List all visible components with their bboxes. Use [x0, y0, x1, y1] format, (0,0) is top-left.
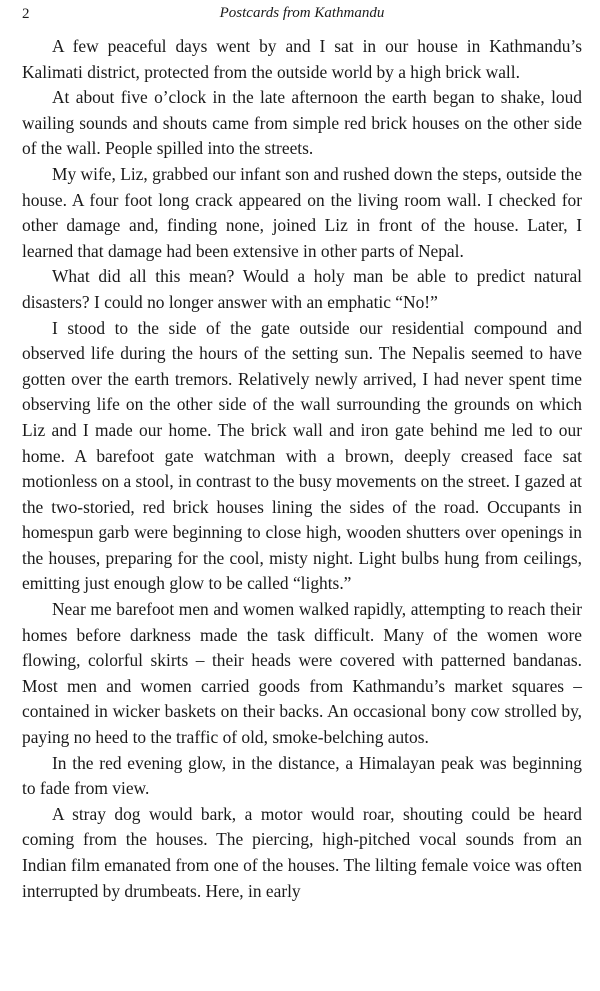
page-number: 2: [22, 6, 30, 22]
page-header: [22, 0, 582, 30]
paragraph: In the red evening glow, in the distance, a Himalayan peak was beginning to fade from view.: [22, 752, 582, 799]
paragraph: What did all this mean? Would a holy man be able to predict natural disasters? I could no longer answer with an emphatic “No!”: [22, 266, 582, 312]
paragraph: My wife, Liz, grabbed our infant son and rushed down the steps, outside the house. A four foot long crack appeared on the living room wall. I checked for other damage and, finding none, joined Liz in front of the house. Later, I learned that damage had been extensive in other parts of Nepal.: [22, 163, 582, 261]
paragraph: I stood to the side of the gate outside our residential compound and observed life during the hours of the setting sun. The Nepalis seemed to have gotten over the earth tremors. Relatively newly arrived, I had never spent time observing life on the other side of the wall surrounding the grounds on which Liz and I made our home. The brick wall and iron gate behind me led to our home. A barefoot gate watchman with a brown, deeply creased face sat motionless on a stool, in contrast to the busy movements on the street. I gazed at the two-storied, red brick houses lining the sides of the road. Occupants in homespun garb were beginning to close high, wooden shutters over openings in the houses, preparing for the cool, misty night. Light bulbs hung from ceilings, emitting just enough glow to be called “lights.”: [22, 317, 582, 594]
body-text: [22, 34, 582, 904]
paragraph: A stray dog would bark, a motor would roar, shouting could be heard coming from the houses. The piercing, high-pitched vocal sounds from an Indian film emanated from one of the houses. The lilting female voice was often interrupted by drumbeats. Here, in early: [22, 803, 582, 901]
running-head: Postcards from Kathmandu: [219, 5, 385, 21]
paragraph: At about five o’clock in the late afternoon the earth began to shake, loud wailing sounds and shouts came from simple red brick houses on the other side of the wall. People spilled into the streets.: [22, 87, 582, 159]
paragraph: Near me barefoot men and women walked rapidly, attempting to reach their homes before darkness made the task difficult. Many of the women wore flowing, colorful skirts – their heads were covered with patterned bandanas. Most men and women carried goods from Kathmandu’s market squares – contained in wicker baskets on their backs. An occasional bony cow strolled by, paying no heed to the traffic of old, smoke-belching autos.: [22, 599, 582, 748]
paragraph: A few peaceful days went by and I sat in our house in Kathmandu’s Kalimati district, protected from the outside world by a high brick wall.: [22, 36, 582, 82]
